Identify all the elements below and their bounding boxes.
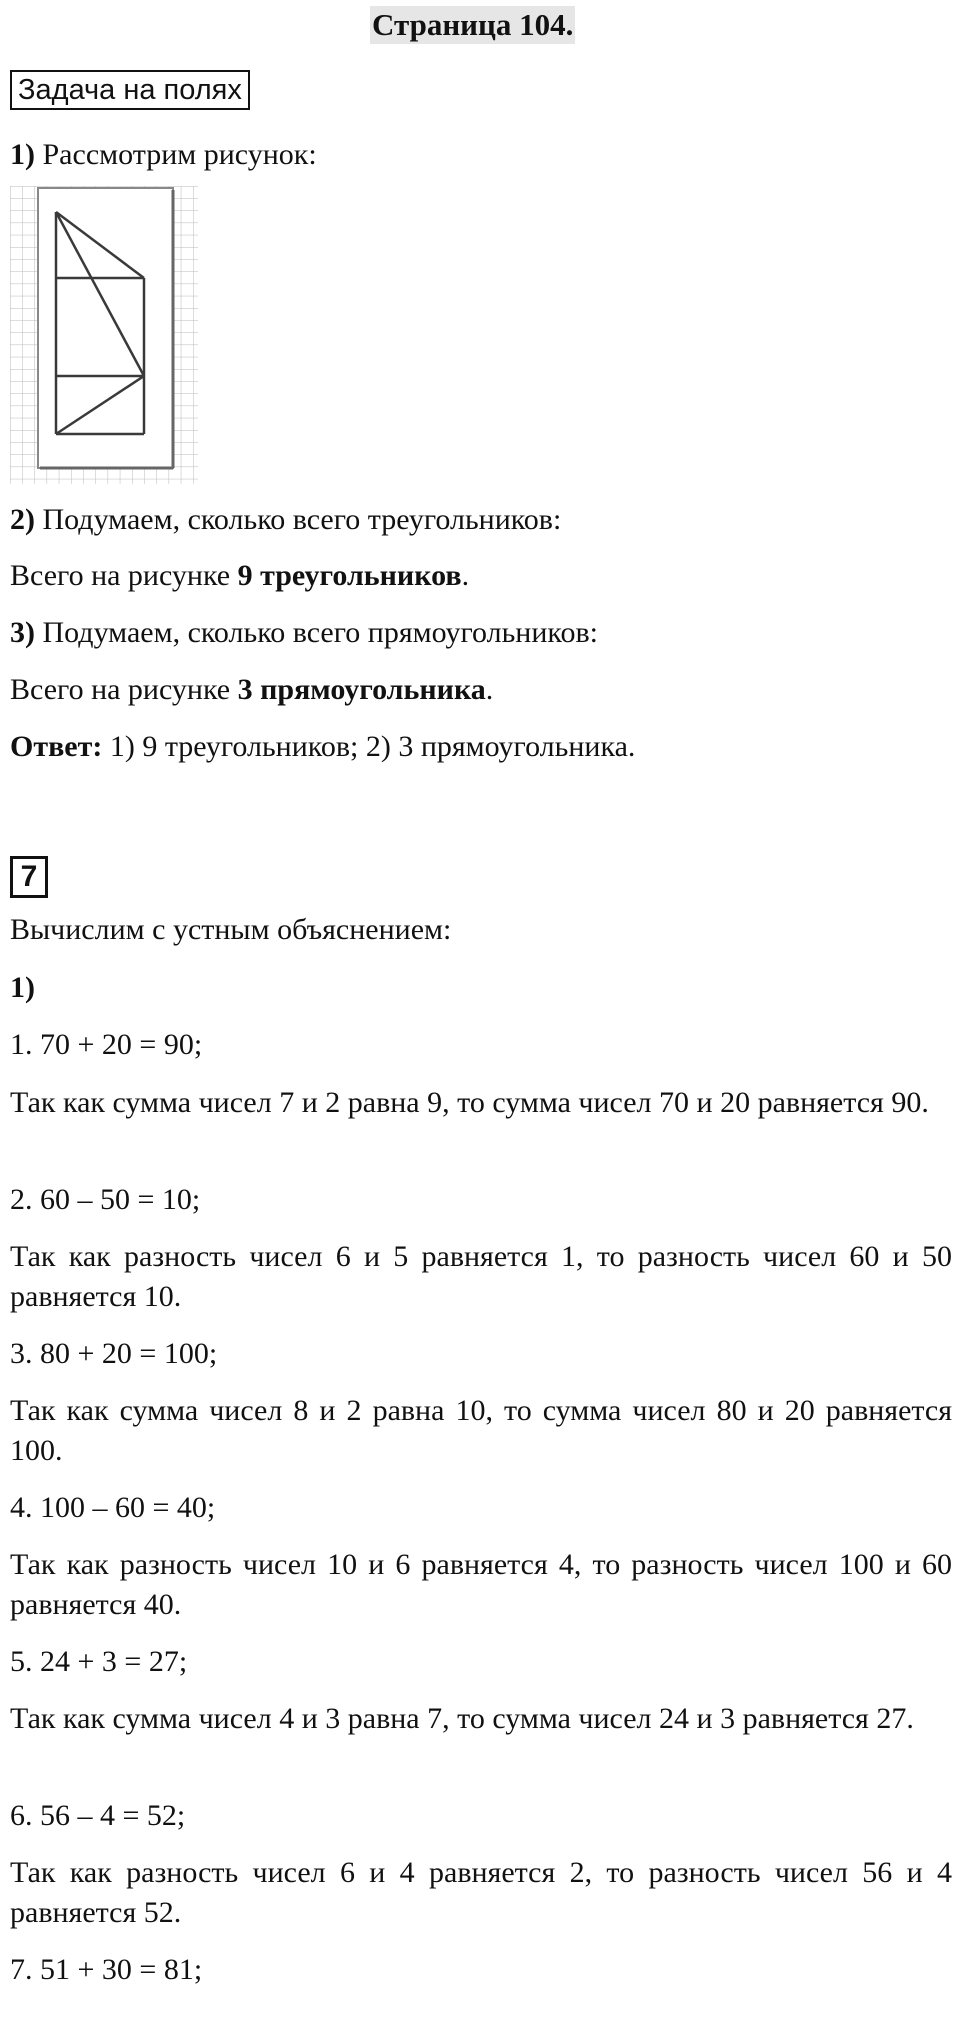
margin-task-label: Задача на полях	[10, 70, 250, 110]
step-3-number: 3)	[10, 616, 35, 649]
step-3-line	[10, 613, 598, 653]
task-7-intro: Вычислим с устным объяснением:	[10, 913, 452, 946]
task-7-part	[10, 968, 35, 1008]
task-7-number: 7	[10, 856, 48, 898]
item-2-explanation: Так как разность чисел 6 и 5 равняется 1, то разность чисел 60 и 50 равняется 10.	[10, 1240, 952, 1313]
item-7-expression: 7. 51 + 30 = 81;	[10, 1953, 203, 1986]
answer-label: Ответ:	[10, 730, 103, 763]
rectangles-suffix: .	[485, 673, 494, 706]
step-2-line	[10, 500, 561, 540]
rectangles-prefix: Всего на рисунке	[10, 673, 238, 706]
item-5-explanation: Так как сумма чисел 4 и 3 равна 7, то сумма чисел 24 и 3 равняется 27.	[10, 1702, 914, 1735]
step-1-text: Рассмотрим рисунок:	[35, 138, 317, 171]
item-3-explanation: Так как сумма чисел 8 и 2 равна 10, то сумма чисел 80 и 20 равняется 100.	[10, 1394, 952, 1467]
item-2-expression: 2. 60 – 50 = 10;	[10, 1183, 201, 1216]
item-1-expression: 1. 70 + 20 = 90;	[10, 1028, 203, 1061]
item-6-expression: 6. 56 – 4 = 52;	[10, 1799, 186, 1832]
item-6-explanation: Так как разность чисел 6 и 4 равняется 2, то разность чисел 56 и 4 равняется 52.	[10, 1856, 952, 1929]
step-3-text: Подумаем, сколько всего прямоугольников:	[35, 616, 598, 649]
triangles-count: 9 треугольников	[237, 559, 462, 592]
triangles-rectangles-figure	[10, 186, 198, 484]
step-1-number: 1)	[10, 138, 35, 171]
item-3-expression: 3. 80 + 20 = 100;	[10, 1337, 218, 1370]
step-2-text: Подумаем, сколько всего треугольников:	[35, 503, 562, 536]
answer-line	[10, 727, 635, 767]
step-1-line	[10, 135, 317, 175]
step-2-number: 2)	[10, 503, 35, 536]
triangles-result	[10, 556, 469, 596]
triangles-prefix: Всего на рисунке	[10, 559, 238, 592]
page-title: Страница 104.	[372, 7, 574, 42]
triangles-suffix: .	[461, 559, 470, 592]
item-4-expression: 4. 100 – 60 = 40;	[10, 1491, 216, 1524]
task-7-part-label: 1)	[10, 971, 35, 1004]
item-5-expression: 5. 24 + 3 = 27;	[10, 1645, 188, 1678]
item-4-explanation: Так как разность чисел 10 и 6 равняется 4, то разность чисел 100 и 60 равняется 40.	[10, 1548, 952, 1621]
figure-card	[38, 188, 173, 468]
item-1-explanation: Так как сумма чисел 7 и 2 равна 9, то сумма чисел 70 и 20 равняется 90.	[10, 1086, 929, 1119]
rectangles-result	[10, 670, 493, 710]
rectangles-count: 3 прямоугольника	[237, 673, 486, 706]
answer-text: 1) 9 треугольников; 2) 3 прямоугольника.	[102, 730, 636, 763]
